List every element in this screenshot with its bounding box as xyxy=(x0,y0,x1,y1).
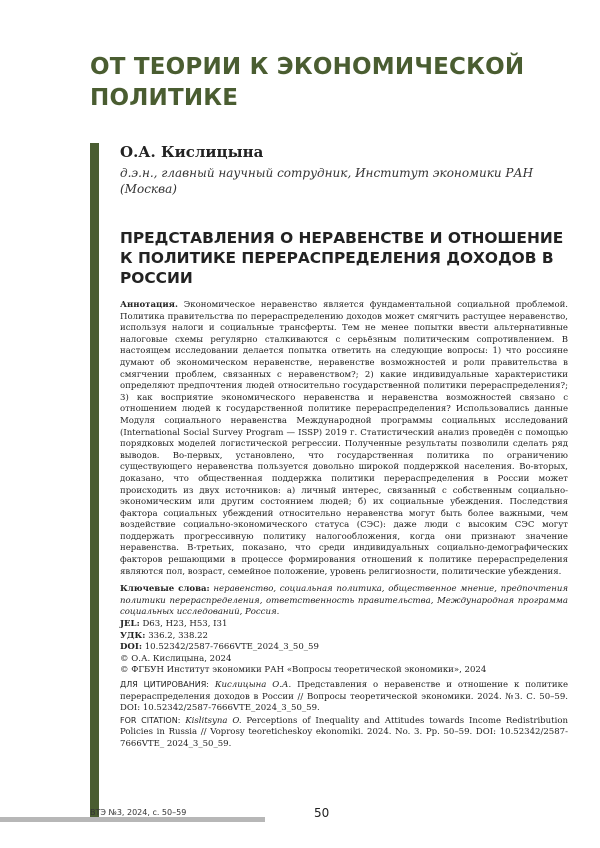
citation-ru-text: Представления о неравенстве и отношение к политике перераспределения доходов в России // Вопросы теоретической экономики. 2024. №3. С. 50–59. DOI: 10.52342/2587-7666VTE_2024_3_50_59. xyxy=(120,680,568,714)
keywords-label: Ключевые слова: xyxy=(120,584,210,595)
doi-value: 10.52342/2587-7666VTE_2024_3_50_59 xyxy=(144,642,319,653)
author-name: О.А. Кислицына xyxy=(120,143,264,161)
citation-en xyxy=(120,715,568,751)
doi-line xyxy=(120,642,568,654)
abstract-label: Аннотация. xyxy=(120,300,178,310)
udk-value: 336.2, 338.22 xyxy=(148,630,208,641)
jel-value: D63, H23, H53, I31 xyxy=(142,619,228,630)
jel-codes xyxy=(120,619,568,631)
author-block xyxy=(120,142,560,197)
abstract xyxy=(120,300,568,578)
footer-bar xyxy=(0,817,265,822)
page-number: 50 xyxy=(314,806,330,820)
citation-ru-label: ДЛЯ ЦИТИРОВАНИЯ: xyxy=(120,680,209,689)
abstract-text: Экономическое неравенство является фундаментальной социальной проблемой. Политика правительства по перераспределению доходов может смягчить растущее неравенство, используя налоги и социальные трансферты. Тем не менее попытки ввести альтернативные налоговые схемы регулярно сталкиваются с серьёзным политическим сопротивлением. В настоящем исследовании делается попытка ответить на следующие вопросы: 1) что россияне думают об экономическом неравенстве, неравенстве возможностей и роли правительства в смягчении проблем, связанных с неравенством?; 2) какие индивидуальные характеристики определяют предпочтения людей относительно государственной политики перераспределения?; 3) как восприятие экономического неравенства и неравенства возможностей связано с отношением людей к государственной политике перераспределения? Использовались данные Модуля социального неравенства Международной программы социальных исследований (International Social Survey Program — ISSP) 2019 г. Статистический анализ проведён с помощью порядковых моделей логистической регрессии. Полученные результаты позволили сделать ряд выводов. Во-первых, установлено, что государственная политика по ограничению существующего неравенства пользуется довольно широкой поддержкой населения. Во-вторых, доказано, что общественная поддержка политики перераспределения в России может происходить из двух источников: а) личный интерес, связанный с собственным социально-экономическим или другим состоянием людей; б) их социальные убеждения. Последствия фактора социальных убеждений относительно неравенства могут быть более важными, чем воздействие социально-экономического статуса (СЭС): даже люди с высоким СЭС могут поддержать прогрессивную политику налогообложения, когда они признают значение неравенства. В-третьих, показано, что среди индивидуальных социально-демографических факторов решающими в процессе формирования отношений к политике перераспределения являются пол, возраст, семейное положение, уровень религиозности, политические убеждения. xyxy=(120,300,569,577)
udk-label: УДК: xyxy=(120,630,146,641)
jel-label: JEL: xyxy=(120,619,140,630)
copyright-author: © О.А. Кислицына, 2024 xyxy=(120,653,232,664)
citation-en-label: FOR CITATION: xyxy=(120,715,181,725)
accent-bar xyxy=(90,143,99,820)
citation-ru xyxy=(120,679,568,715)
citation-en-author: Kislitsyna O. xyxy=(185,715,242,726)
keywords xyxy=(120,584,568,619)
article-front-matter xyxy=(120,300,568,751)
citation-ru-author: Кислицына О.А. xyxy=(214,680,292,690)
author-affiliation: д.э.н., главный научный сотрудник, Институт экономики РАН (Москва) xyxy=(120,166,534,196)
footer-journal: ВТЭ №3, 2024, с. 50–59 xyxy=(90,808,187,817)
section-title: ОТ ТЕОРИИ К ЭКОНОМИЧЕСКОЙ ПОЛИТИКЕ xyxy=(90,54,525,111)
udk-codes xyxy=(120,631,568,643)
citation-en-text: Perceptions of Inequality and Attitudes towards Income Redistribution Policies in Russia // Voprosy teoreticheskoy ekonomiki. 2024. No. 3. Pp. 50–59. DOI: 10.52342/2587-7666VTE_ 2024_3_50_59. xyxy=(120,715,568,749)
copyright-org: © ФГБУН Институт экономики РАН «Вопросы теоретической экономики», 2024 xyxy=(120,665,487,676)
article-title: ПРЕДСТАВЛЕНИЯ О НЕРАВЕНСТВЕ И ОТНОШЕНИЕ К ПОЛИТИКЕ ПЕРЕРАСПРЕДЕЛЕНИЯ ДОХОДОВ В РОССИИ xyxy=(120,229,564,287)
keywords-text: неравенство, социальная политика, общественное мнение, предпочтения политики перераспределения, ответственность правительства, Международная программа социальных исследований, Россия. xyxy=(120,584,568,618)
doi-label: DOI: xyxy=(120,642,143,653)
